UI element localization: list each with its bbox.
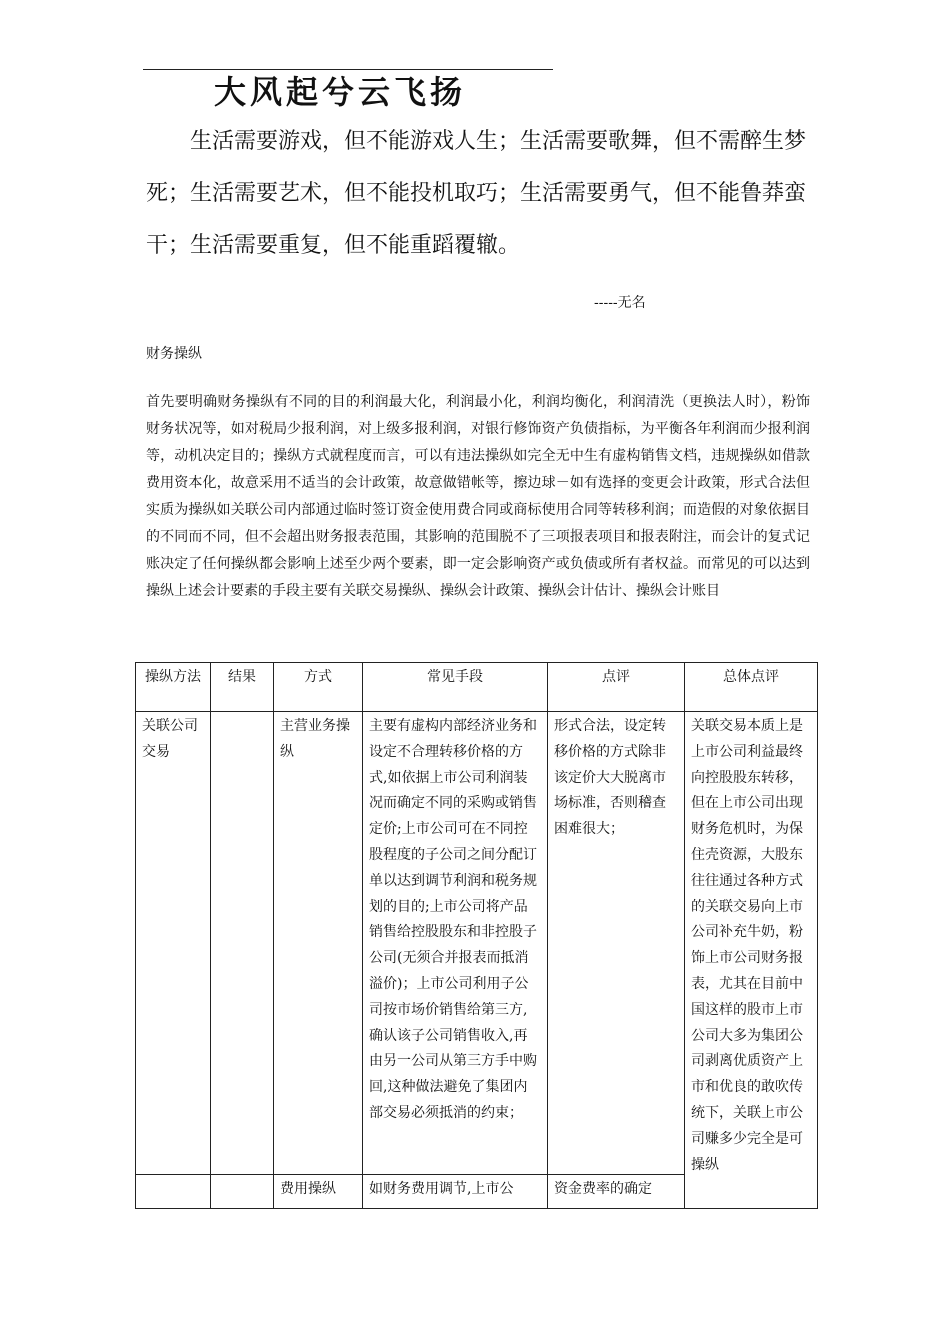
overall-text: 关联交易本质上是上市公司利益最终向控股股东转移，但在上市公司出现财务危机时，为保住壳资源，大股东往往通过各种方式的关联交易向上市公司补充牛奶，粉饰上市公司财务报表，尤其在目前中国这样的股市上市公司大多为集团公司剥离优质资产上市和优良的敢吹传统下，关联上市公司赚多少完全是可操纵 [691,718,803,1173]
header-overall: 总体点评 [685,663,818,712]
cell-way: 主营业务操纵 [274,712,363,1175]
cell-result [211,712,274,1175]
cell-means [363,1174,548,1208]
table-row [136,712,818,1175]
cell-overall [685,712,818,1209]
cell-way: 费用操纵 [274,1174,363,1208]
header-means: 常见手段 [363,663,548,712]
header-rule [143,69,553,70]
manipulation-table [135,662,818,1209]
cell-method: 关联公司交易 [136,712,211,1175]
header-way: 方式 [274,663,363,712]
header-comment: 点评 [548,663,685,712]
section-title: 财务操纵 [146,346,202,362]
header-method: 操纵方法 [136,663,211,712]
cell-result [211,1174,274,1208]
means-text: 如财务费用调节,上市公 [369,1180,514,1197]
cell-method [136,1174,211,1208]
table-header-row [136,663,818,712]
header-result: 结果 [211,663,274,712]
comment-text: 资金费率的确定 [554,1180,652,1197]
cell-comment [548,1174,685,1208]
quote-paragraph: 生活需要游戏，但不能游戏人生；生活需要歌舞，但不需醉生梦死；生活需要艺术，但不能投机取巧；生活需要勇气，但不能鲁莽蛮干；生活需要重复，但不能重蹈覆辙。 [146,129,807,258]
intro-paragraph: 首先要明确财务操纵有不同的目的利润最大化，利润最小化，利润均衡化，利润清洗（更换法人时），粉饰财务状况等，如对税局少报利润，对上级多报利润，对银行修饰资产负债指标，为平衡各年利润而少报利润等，动机决定目的；操纵方式就程度而言，可以有违法操纵如完全无中生有虚构销售文档，违规操纵如借款费用资本化，故意采用不适当的会计政策，故意做错帐等，擦边球－如有选择的变更会计政策，形式合法但实质为操纵如关联公司内部通过临时签订资金使用费合同或商标使用合同等转移利润；而造假的对象依据目的不同而不同，但不会超出财务报表范围，其影响的范围脱不了三项报表项目和报表附注，而会计的复式记账决定了任何操纵都会影响上述至少两个要素，即一定会影响资产或负债或所有者权益。而常见的可以达到操纵上述会计要素的手段主要有关联交易操纵、操纵会计政策、操纵会计估计、操纵会计账目 [146,394,810,599]
cell-comment: 形式合法，设定转移价格的方式除非该定价大大脱离市场标准，否则稽查困难很大； [548,712,685,1175]
quote-attribution: -----无名 [594,295,646,311]
cell-means: 主要有虚构内部经济业务和设定不合理转移价格的方式,如依据上市公司利润装况而确定不同的采购或销售定价;上市公司可在不同控股程度的子公司之间分配订单以达到调节利润和税务规划的目的;上市公司将产品销售给控股股东和非控股子公司(无须合并报表而抵消溢价)；上市公司利用子公司按市场价销售给第三方,确认该子公司销售收入,再由另一公司从第三方手中购回,这种做法避免了集团内部交易必须抵消的约束； [363,712,548,1175]
banner-title: 大风起兮云飞扬 [214,73,467,111]
